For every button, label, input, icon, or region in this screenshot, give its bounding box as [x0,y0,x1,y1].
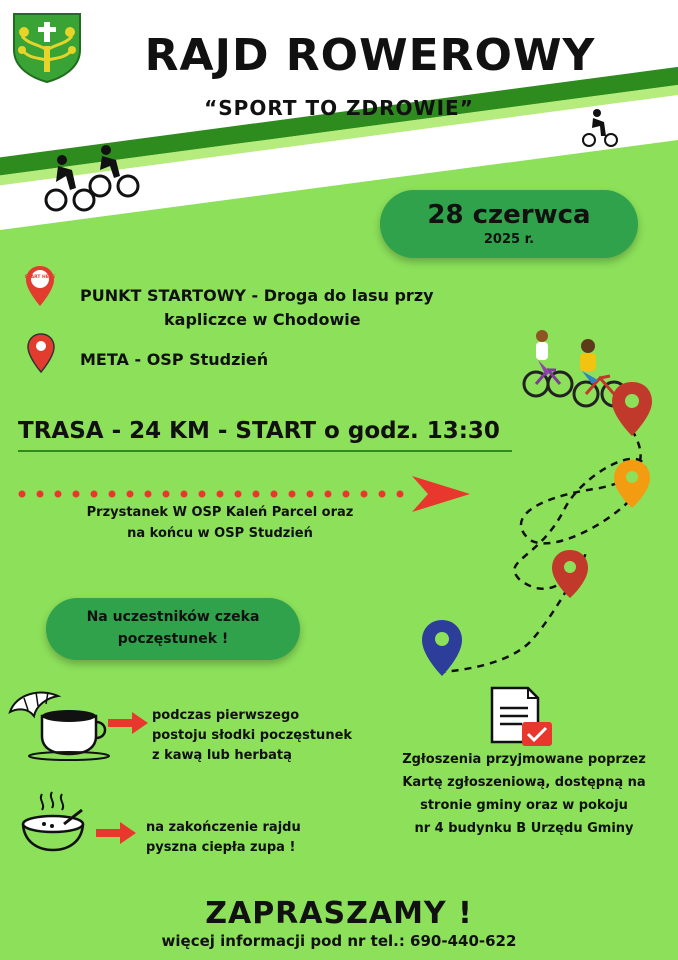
arrow-right-icon [96,822,136,844]
coffee-line1: podczas pierwszego [152,708,300,723]
soup-info [146,818,301,858]
cyclist-icon [582,108,618,148]
soup-line2: pyszna ciepła zupa ! [146,840,296,855]
event-date: 28 czerwca [427,200,591,230]
coffee-line3: z kawą lub herbatą [152,748,292,763]
registration-line2: Kartę zgłoszeniową, dostępną na [402,775,646,790]
invitation-heading: ZAPRASZAMY ! [205,896,473,931]
pin-red-middle-icon [552,550,588,598]
arrow-right-icon [108,712,148,734]
soup-bowl-icon [20,790,86,854]
coffee-line2: postoju słodki poczęstunek [152,728,353,743]
start-badge-text: START HERE [24,275,56,280]
page-title: RAJD ROWEROWY [144,30,596,81]
pin-blue-icon [422,620,462,676]
date-badge [380,190,638,258]
stops-line2: na końcu w OSP Studzień [127,526,313,541]
route-path-icon [410,380,678,680]
finish-pin-icon [26,332,56,374]
registration-line3: stronie gminy oraz w pokoju [420,798,628,813]
pin-orange-icon [614,460,650,508]
route-info: TRASA - 24 KM - START o godz. 13:30 [18,418,512,452]
croissant-coffee-icon [6,686,110,760]
start-pin-icon [24,264,56,308]
finish-point: META - OSP Studzień [80,350,269,369]
refreshments-line1: Na uczestników czeka [86,609,260,625]
start-point-line1: PUNKT STARTOWY - Droga do lasu przy [80,286,434,305]
coffee-info [152,706,352,766]
refreshments-line2: poczęstunek ! [117,631,229,647]
stops-line1: Przystanek W OSP Kaleń Parcel oraz [86,505,354,520]
stops-info [60,502,380,544]
registration-info [370,748,678,840]
registration-form-icon [488,686,560,752]
refreshments-badge [46,598,300,660]
registration-line1: Zgłoszenia przyjmowane poprzez [402,752,646,767]
registration-line4: nr 4 budynku B Urzędu Gminy [414,821,634,836]
page-subtitle: “SPORT TO ZDROWIE” [204,96,474,120]
start-point-line2: kapliczce w Chodowie [164,310,361,329]
pin-red-top-icon [612,382,652,436]
cyclists-icon [42,148,142,214]
soup-line1: na zakończenie rajdu [146,820,301,835]
contact-info: więcej informacji pod nr tel.: 690-440-622 [161,932,517,950]
event-year: 2025 r. [483,232,535,247]
